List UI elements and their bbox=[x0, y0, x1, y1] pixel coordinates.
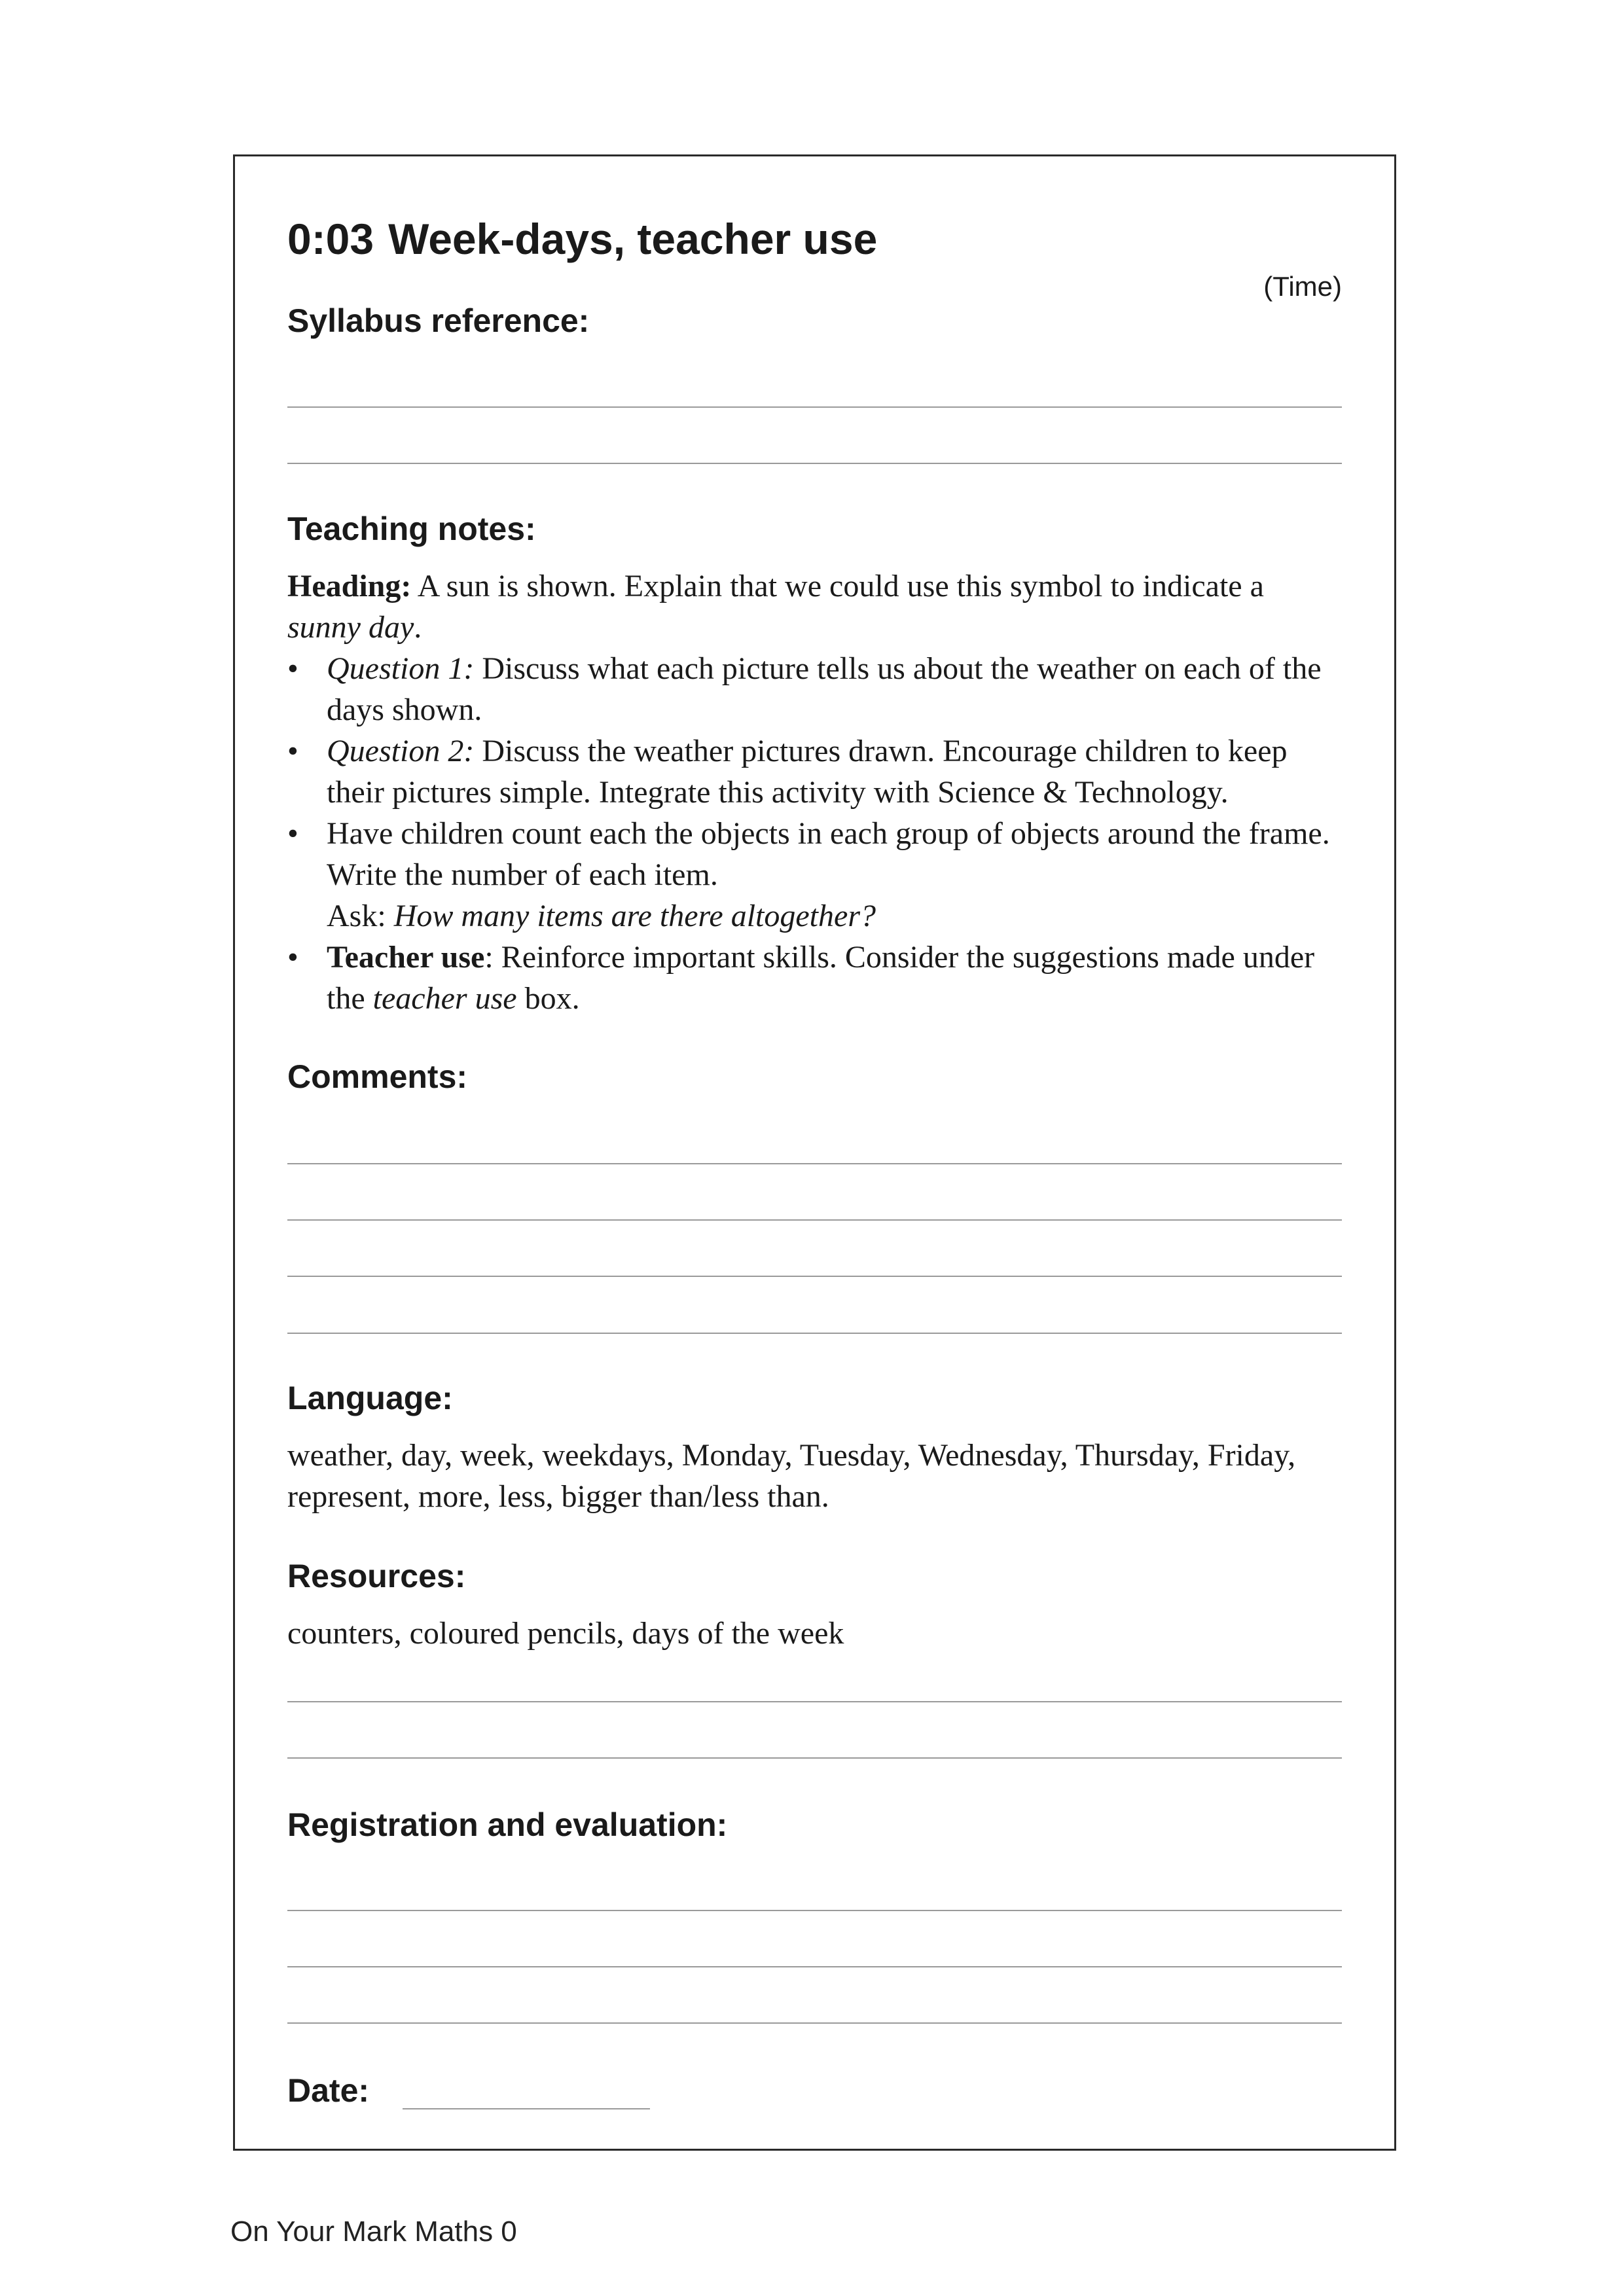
list-item bbox=[287, 648, 1342, 730]
date-write-line[interactable] bbox=[403, 2108, 650, 2109]
resources-text: counters, coloured pencils, days of the week bbox=[287, 1616, 844, 1651]
registration-write-line[interactable] bbox=[287, 2022, 1342, 2024]
teacher-use-end: box. bbox=[516, 981, 580, 1016]
registration-heading: Registration and evaluation: bbox=[287, 1806, 728, 1843]
heading-note-label: Heading: bbox=[287, 569, 412, 603]
lesson-title bbox=[287, 214, 877, 264]
lesson-name: Week-days, teacher use bbox=[388, 215, 878, 263]
teacher-use-italic: teacher use bbox=[372, 981, 517, 1016]
comments-write-line[interactable] bbox=[287, 1333, 1342, 1334]
heading-note-italic: sunny day bbox=[287, 610, 414, 645]
list-item bbox=[287, 730, 1342, 813]
heading-note bbox=[287, 565, 1342, 648]
registration-write-line[interactable] bbox=[287, 1910, 1342, 1911]
heading-note-text: A sun is shown. Explain that we could use this symbol to indicate a bbox=[411, 569, 1264, 603]
teacher-use-text: : Reinforce important skills. Consider the suggestions made under the bbox=[327, 940, 1315, 1016]
question-1-label: Question 1: bbox=[327, 651, 475, 686]
teacher-use-label: Teacher use bbox=[327, 940, 485, 975]
language-heading: Language: bbox=[287, 1380, 453, 1416]
time-label: (Time) bbox=[1263, 271, 1342, 302]
ask-question: How many items are there altogether? bbox=[393, 899, 876, 933]
teaching-notes-list bbox=[287, 648, 1342, 1019]
ask-line bbox=[327, 895, 1342, 937]
teaching-notes-body bbox=[287, 565, 1342, 1019]
comments-write-line[interactable] bbox=[287, 1163, 1342, 1164]
comments-heading: Comments: bbox=[287, 1058, 468, 1095]
list-item bbox=[287, 813, 1342, 937]
comments-write-line[interactable] bbox=[287, 1219, 1342, 1221]
heading-note-end: . bbox=[414, 610, 422, 645]
syllabus-write-line[interactable] bbox=[287, 463, 1342, 464]
page-footer: On Your Mark Maths 0 bbox=[230, 2215, 517, 2248]
registration-write-line[interactable] bbox=[287, 1966, 1342, 1967]
lesson-card bbox=[233, 154, 1396, 2151]
count-note-text: Have children count each the objects in each group of objects around the frame. Write the number of each item. bbox=[327, 816, 1330, 892]
syllabus-heading: Syllabus reference: bbox=[287, 302, 590, 339]
resources-write-line[interactable] bbox=[287, 1701, 1342, 1702]
comments-write-line[interactable] bbox=[287, 1276, 1342, 1277]
question-2-label: Question 2: bbox=[327, 734, 475, 768]
teaching-notes-heading: Teaching notes: bbox=[287, 511, 536, 547]
language-text: weather, day, week, weekdays, Monday, Tuesday, Wednesday, Thursday, Friday, represent, more, less, bigger than/less than. bbox=[287, 1438, 1296, 1514]
question-2-text: Discuss the weather pictures drawn. Encourage children to keep their pictures simple. Integrate this activity with Science & Technology. bbox=[327, 734, 1288, 810]
lesson-number: 0:03 bbox=[287, 215, 374, 263]
resources-write-line[interactable] bbox=[287, 1757, 1342, 1759]
syllabus-write-line[interactable] bbox=[287, 406, 1342, 408]
list-item bbox=[287, 937, 1342, 1019]
ask-label: Ask: bbox=[327, 899, 394, 933]
date-label: Date: bbox=[287, 2072, 370, 2109]
resources-heading: Resources: bbox=[287, 1558, 466, 1594]
question-1-text: Discuss what each picture tells us about the weather on each of the days shown. bbox=[327, 651, 1322, 727]
